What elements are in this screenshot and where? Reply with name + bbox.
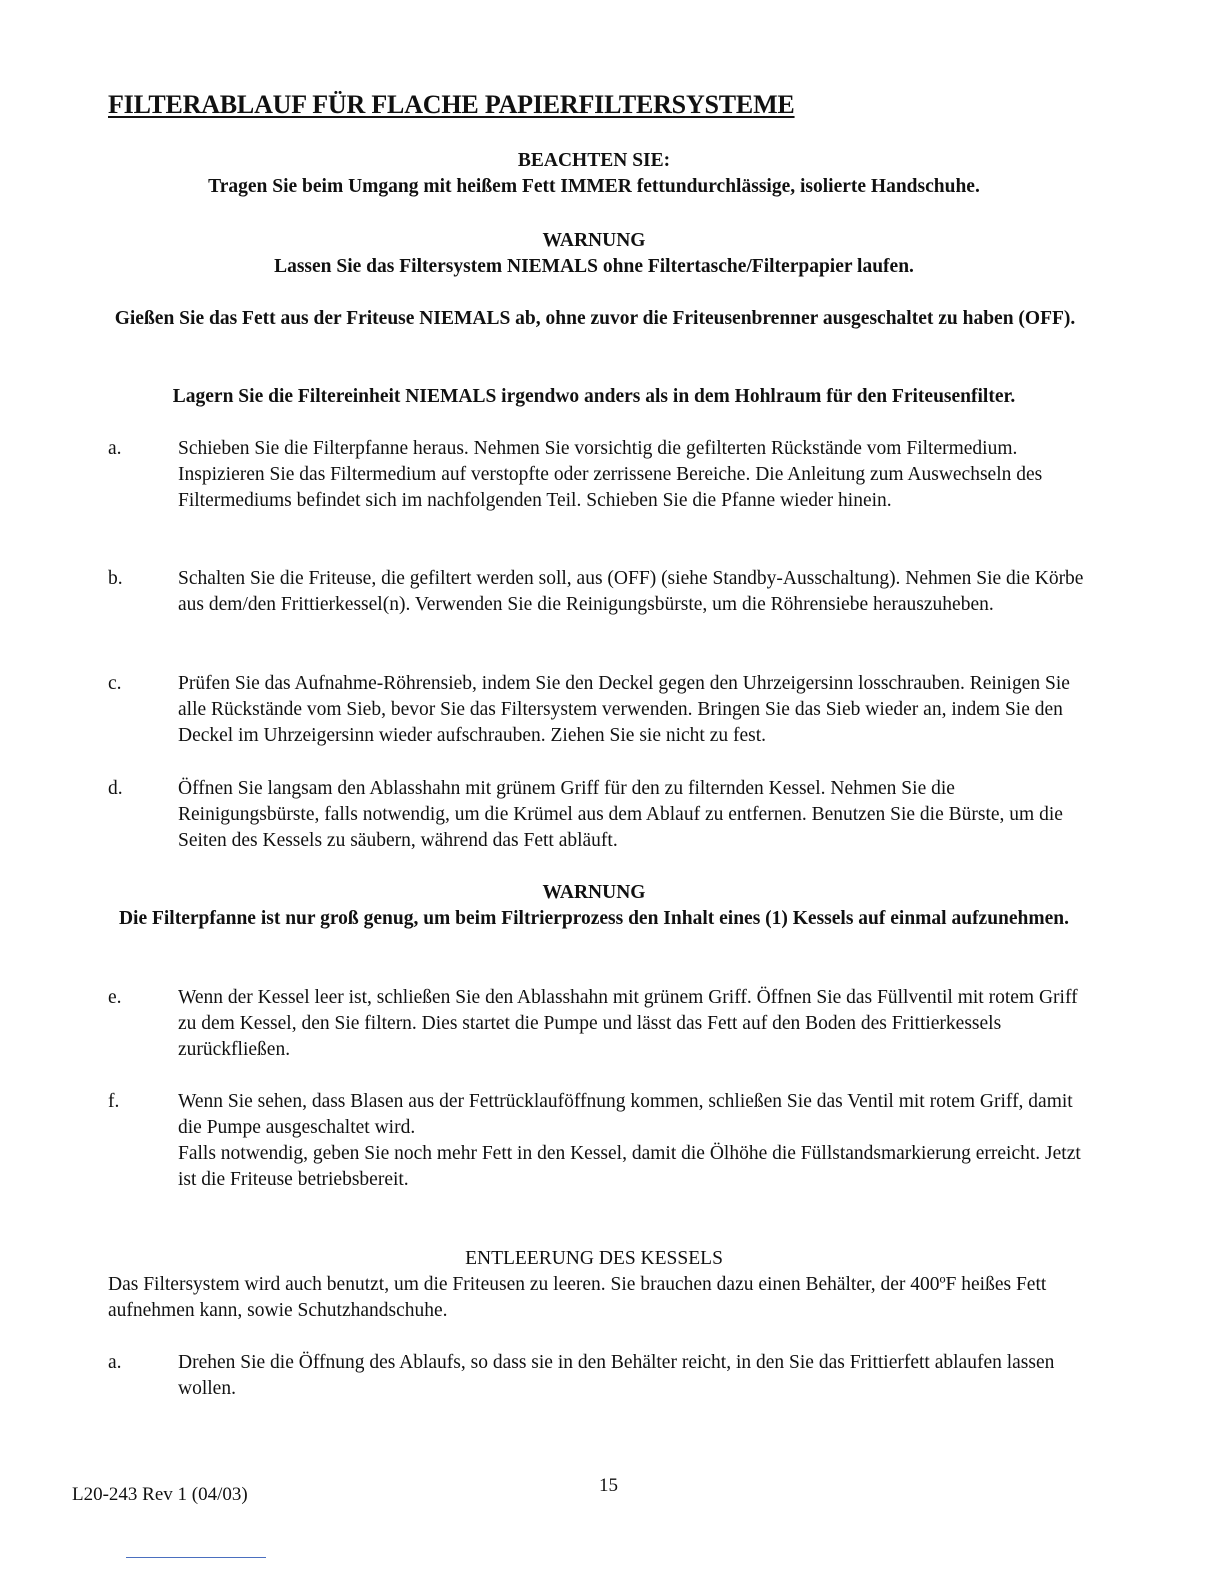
warning-heading: WARNUNG [542, 230, 646, 251]
step-f [108, 1089, 1088, 1193]
step-letter: a. [108, 1352, 122, 1373]
step-letter: b. [108, 568, 123, 589]
step-letter: a. [108, 438, 122, 459]
section-heading-entleerung: ENTLEERUNG DES KESSELS [465, 1248, 723, 1269]
warning-body-storage: Lagern Sie die Filtereinheit NIEMALS irgendwo anders als in dem Hohlraum für den Friteusenfilter. [172, 386, 1016, 407]
step-text: Öffnen Sie langsam den Ablasshahn mit grünem Griff für den zu filternden Kessel. Nehmen Sie die Reinigungsbürste, falls notwendig, um die Krümel aus dem Ablauf zu entfernen. Benutzen Sie die Bürste, um die Seiten des Kessels zu säubern, während das Fett abläuft. [178, 778, 1063, 851]
step-letter: c. [108, 673, 122, 694]
warning-body: Lassen Sie das Filtersystem NIEMALS ohne Filtertasche/Filterpapier laufen. [274, 256, 914, 277]
step-letter: d. [108, 778, 123, 799]
document-code: L20-243 Rev 1 (04/03) [72, 1484, 248, 1505]
page-title: FILTERABLAUF FÜR FLACHE PAPIERFILTERSYSTEME [108, 90, 795, 119]
entleerung-step-a [108, 1350, 1088, 1402]
step-text: Prüfen Sie das Aufnahme-Röhrensieb, indem Sie den Deckel gegen den Uhrzeigersinn losschrauben. Reinigen Sie alle Rückstände vom Sieb, bevor Sie das Filtersystem verwenden. Bringen Sie das Sieb wieder an, indem Sie den Deckel im Uhrzeigersinn wieder aufschrauben. Ziehen Sie sie nicht zu fest. [178, 673, 1070, 746]
notice-warnung-2 [118, 880, 1070, 932]
warning-body: Die Filterpfanne ist nur groß genug, um beim Filtrierprozess den Inhalt eines (1) Kessels auf einmal aufzunehmen. [118, 908, 1070, 929]
step-text-continued: Falls notwendig, geben Sie noch mehr Fett in den Kessel, damit die Ölhöhe die Füllstandsmarkierung erreicht. Jetzt ist die Friteuse betriebsbereit. [178, 1143, 1081, 1190]
step-text: Wenn Sie sehen, dass Blasen aus der Fettrücklauföffnung kommen, schließen Sie das Ventil mit rotem Griff, damit die Pumpe ausgeschaltet wird. [178, 1091, 1073, 1138]
warning-body-drain: Gießen Sie das Fett aus der Friteuse NIEMALS ab, ohne zuvor die Friteusenbrenner ausgeschaltet zu haben (OFF). [114, 308, 1076, 329]
step-text: Schieben Sie die Filterpfanne heraus. Nehmen Sie vorsichtig die gefilterten Rückstände vom Filtermedium. Inspizieren Sie das Filtermedium auf verstopfte oder zerrissene Bereiche. Die Anleitung zum Auswechseln des Filtermediums befindet sich im nachfolgenden Teil. Schieben Sie die Pfanne wieder hinein. [178, 438, 1043, 511]
step-text: Drehen Sie die Öffnung des Ablaufs, so dass sie in den Behälter reicht, in den Sie das Frittierfett ablaufen lassen wollen. [178, 1352, 1055, 1399]
step-e [108, 985, 1088, 1063]
notice-body: Tragen Sie beim Umgang mit heißem Fett IMMER fettundurchlässige, isolierte Handschuhe. [208, 176, 980, 197]
step-c [108, 671, 1088, 749]
notice-warnung-1 [108, 228, 1080, 280]
page-number: 15 [599, 1475, 618, 1496]
section-intro: Das Filtersystem wird auch benutzt, um die Friteusen zu leeren. Sie brauchen dazu einen Behälter, der 400ºF heißes Fett aufnehmen kann, sowie Schutzhandschuhe. [108, 1274, 1047, 1321]
step-letter: e. [108, 987, 122, 1008]
notice-heading: BEACHTEN SIE: [517, 150, 671, 171]
footnote-divider [126, 1557, 266, 1558]
notice-beachten [108, 148, 1080, 200]
step-b [108, 566, 1088, 618]
step-text: Schalten Sie die Friteuse, die gefiltert werden soll, aus (OFF) (siehe Standby-Ausschaltung). Nehmen Sie die Körbe aus dem/den Frittierkessel(n). Verwenden Sie die Reinigungsbürste, um die Röhrensiebe herauszuheben. [178, 568, 1084, 615]
warning-heading: WARNUNG [542, 882, 646, 903]
step-d [108, 776, 1088, 854]
step-text: Wenn der Kessel leer ist, schließen Sie den Ablasshahn mit grünem Griff. Öffnen Sie das Füllventil mit rotem Griff zu dem Kessel, den Sie filtern. Dies startet die Pumpe und lässt das Fett auf den Boden des Frittierkessels zurückfließen. [178, 987, 1078, 1060]
step-a [108, 436, 1088, 514]
step-letter: f. [108, 1091, 120, 1112]
